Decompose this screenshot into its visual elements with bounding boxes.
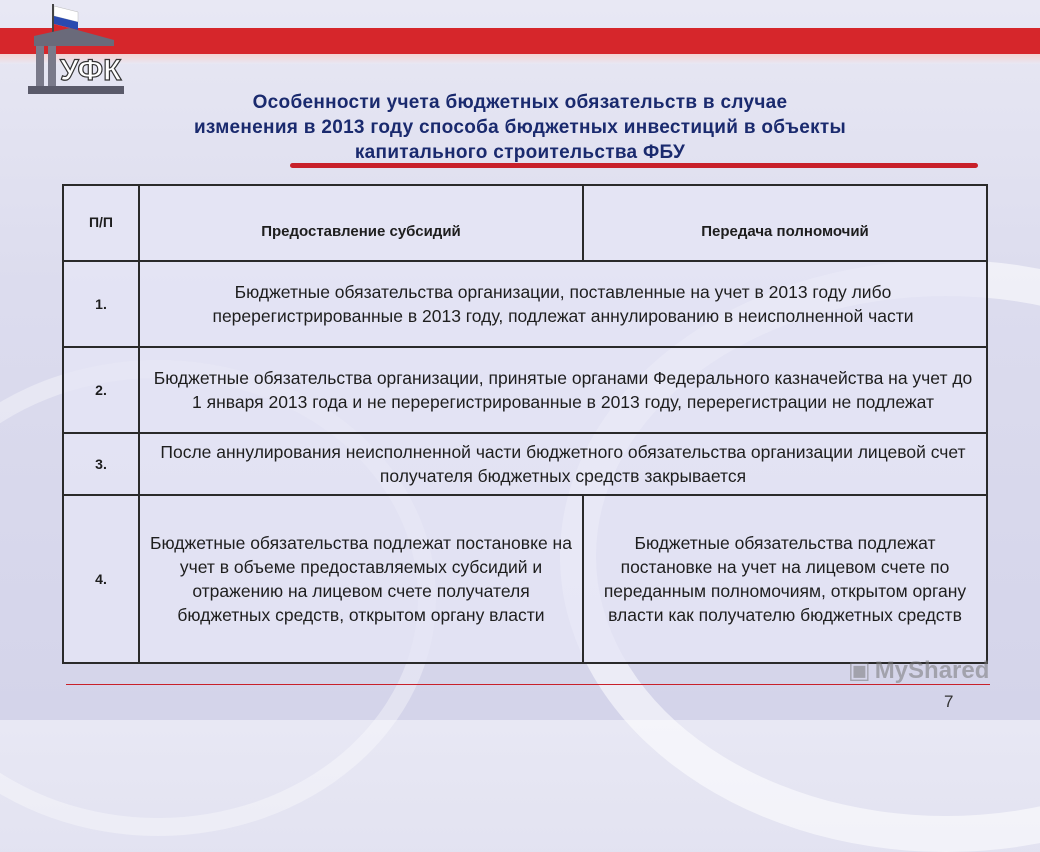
header-col-a: Предоставление субсидий [139,185,583,261]
row-col-b-text: Бюджетные обязательства подлежат постановке на учет на лицевом счете по переданным полномочиям, открытом органу власти как получателю бюджетных средств [583,495,987,663]
table-row [63,261,987,347]
row-num: 3. [63,433,139,495]
watermark-text: MyShared [874,656,990,684]
row-num: 1. [63,261,139,347]
page-number: 7 [944,692,954,711]
header-num: П/П [63,185,139,261]
top-red-stripe [0,28,1040,54]
top-light-stripe [0,54,1040,64]
table-row [63,433,987,495]
watermark [848,656,989,685]
header-col-b: Передача полномочий [583,185,987,261]
row-merged-text: Бюджетные обязательства организации, принятые органами Федерального казначейства на учет до 1 января 2013 года и не перерегистрированные в 2013 году, перерегистрации не подлежат [139,347,987,433]
watermark-icon: ▣ [848,657,871,684]
title-line-2: изменения в 2013 году способа бюджетных инвестиций в объекты [193,117,847,138]
title-line-1: Особенности учета бюджетных обязательств в случае [252,92,788,113]
table-row [63,495,987,663]
table-row [63,347,987,433]
row-num: 4. [63,495,139,663]
row-merged-text: После аннулирования неисполненной части бюджетного обязательства организации лицевой счет получателя бюджетных средств закрывается [139,433,987,495]
ufk-logo [14,2,126,98]
row-merged-text: Бюджетные обязательства организации, поставленные на учет в 2013 году либо перерегистрированные в 2013 году, подлежат аннулированию в неисполненной части [139,261,987,347]
logo-text: УФК [60,54,122,87]
page-title [80,90,960,165]
title-line-3: капитального строительства ФБУ [354,142,686,163]
table-header-row [63,185,987,261]
obligations-table [62,184,988,664]
row-num: 2. [63,347,139,433]
row-col-a-text: Бюджетные обязательства подлежат постановке на учет в объеме предоставляемых субсидий и отражению на лицевом счете получателя бюджетных средств, открытом органу власти [139,495,583,663]
title-underline [290,163,978,168]
